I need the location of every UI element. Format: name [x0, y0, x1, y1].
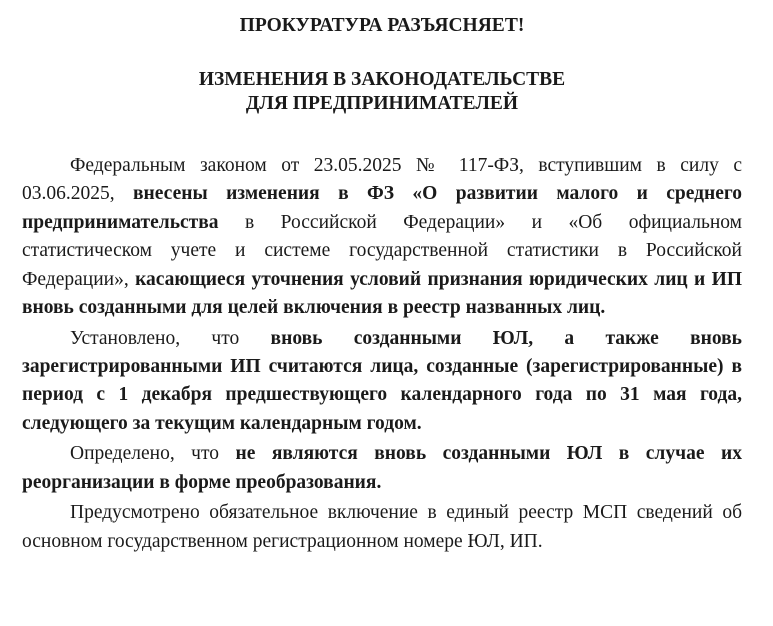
- p3-text-a: Определено, что: [70, 443, 236, 465]
- paragraph-1: [22, 152, 742, 322]
- p2-bold-b: вновь созданными ЮЛ, а также вновь зарегистрированными ИП считаются лица, созданные (зарегистрированные) в период с 1 декабря предшествующего календарного года по 31 мая года, следующего за текущим календарным годом.: [22, 327, 742, 434]
- p1-bold-b: внесены изменения в ФЗ «О развитии малого и среднего предпринимательства: [22, 183, 743, 233]
- document-page: [22, 0, 742, 626]
- p3-bold-b: не являются вновь созданными ЮЛ в случае их реорганизации в форме преобразования.: [22, 443, 742, 493]
- paragraph-3: [22, 440, 742, 497]
- paragraph-2: [22, 325, 742, 439]
- subtitle-line-2: ДЛЯ ПРЕДПРИНИМАТЕЛЕЙ: [245, 93, 519, 114]
- p1-text-a: Федеральным законом от 23.05.2025 № 117-ФЗ, вступившим в силу с 03.06.2025,: [22, 155, 742, 205]
- document-body: [22, 152, 742, 558]
- paragraph-4: [22, 499, 742, 556]
- document-subtitle: [22, 68, 742, 116]
- p2-text-a: Установлено, что: [70, 327, 271, 349]
- p4-text-a: Предусмотрено обязательное включение в единый реестр МСП сведений об основном государственном регистрационном номере ЮЛ, ИП.: [22, 502, 742, 552]
- document-title: ПРОКУРАТУРА РАЗЪЯСНЯЕТ!: [239, 15, 525, 36]
- p1-bold-d: касающиеся уточнения условий признания юридических лиц и ИП вновь созданными для целей включения в реестр названных лиц.: [22, 268, 742, 319]
- subtitle-line-1: ИЗМЕНЕНИЯ В ЗАКОНОДАТЕЛЬСТВЕ: [198, 69, 566, 90]
- p1-text-c: в Российской Федерации» и «Об официальном статистическом учете и системе государственной статистики в Российской Федерации»,: [22, 211, 742, 290]
